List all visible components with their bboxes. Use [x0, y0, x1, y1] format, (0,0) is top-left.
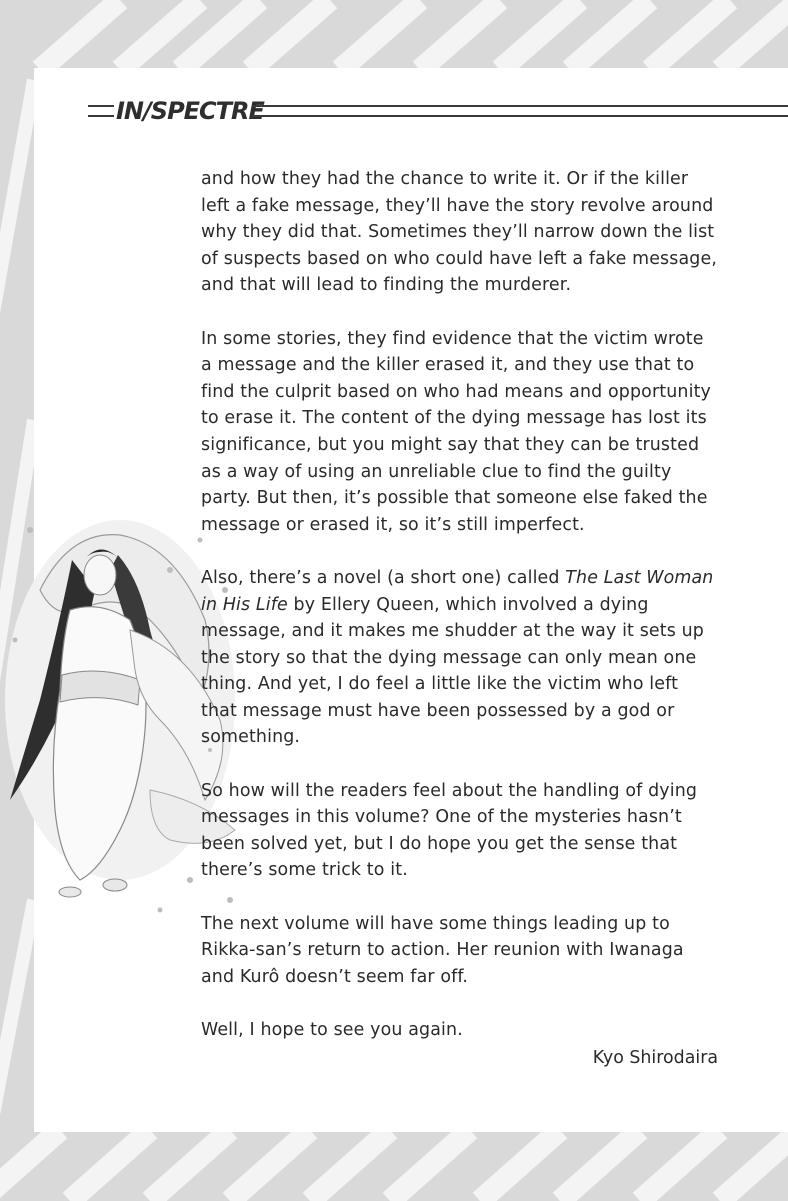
page-header: [88, 96, 788, 128]
text-line: thing. And yet, I do feel a little like the victim who left: [201, 674, 679, 695]
text-line: why they did that. Sometimes they’ll narrow down the list: [201, 222, 715, 243]
text-line: [201, 592, 741, 619]
text-line: a message and the killer erased it, and they use that to: [201, 355, 695, 376]
text-line: of suspects based on who could have left a fake message,: [201, 248, 718, 269]
text-line: been solved yet, but I do hope you get the sense that: [201, 833, 678, 854]
header-rule-right: [252, 105, 788, 117]
text-line: as a way of using an unreliable clue to find the guilty: [201, 461, 672, 482]
text-segment: by Ellery Queen, which involved a dying: [287, 594, 649, 615]
text-line: message or erased it, so it’s still imperfect.: [201, 514, 585, 535]
text-line: Well, I hope to see you again.: [201, 1020, 463, 1040]
afterword-text: [201, 166, 741, 1070]
text-segment: Also, there’s a novel (a short one) called: [201, 567, 566, 588]
book-title: in His Life: [201, 594, 288, 615]
text-line: to erase it. The content of the dying message has lost its: [201, 408, 707, 429]
text-line: and Kurô doesn’t seem far off.: [201, 966, 469, 987]
text-line: [201, 565, 741, 592]
text-line: left a fake message, they’ll have the story revolve around: [201, 195, 714, 216]
author-signature: Kyo Shirodaira: [592, 1048, 718, 1068]
paragraph-5: [201, 911, 741, 991]
text-line: message, and it makes me shudder at the way it sets up: [201, 621, 704, 642]
text-line: The next volume will have some things leading up to: [201, 913, 670, 934]
text-line: In some stories, they find evidence that the victim wrote: [201, 328, 704, 349]
text-line: Rikka-san’s return to action. Her reunion with Iwanaga: [201, 940, 684, 961]
text-line: and how they had the chance to write it. Or if the killer: [201, 169, 689, 189]
text-line: something.: [201, 727, 301, 748]
text-line: the story so that the dying message can only mean one: [201, 647, 697, 668]
text-line: that message must have been possessed by a god or: [201, 700, 675, 721]
header-rule-left: [88, 105, 114, 117]
paragraph-4: [201, 778, 741, 884]
text-line: significance, but you might say that they can be trusted: [201, 434, 700, 455]
book-title: The Last Woman: [565, 567, 714, 588]
text-line: there’s some trick to it.: [201, 860, 408, 881]
text-line: So how will the readers feel about the handling of dying: [201, 780, 698, 801]
paragraph-3: [201, 565, 741, 751]
text-line: party. But then, it’s possible that someone else faked the: [201, 488, 708, 509]
paragraph-1: [201, 166, 741, 299]
text-line: messages in this volume? One of the mysteries hasn’t: [201, 807, 682, 828]
text-line: and that will lead to finding the murderer.: [201, 275, 572, 296]
header-logo: IN/SPECTRE: [116, 97, 264, 125]
text-line: find the culprit based on who had means and opportunity: [201, 381, 711, 402]
paragraph-6: [201, 1017, 741, 1044]
paragraph-2: [201, 326, 741, 539]
